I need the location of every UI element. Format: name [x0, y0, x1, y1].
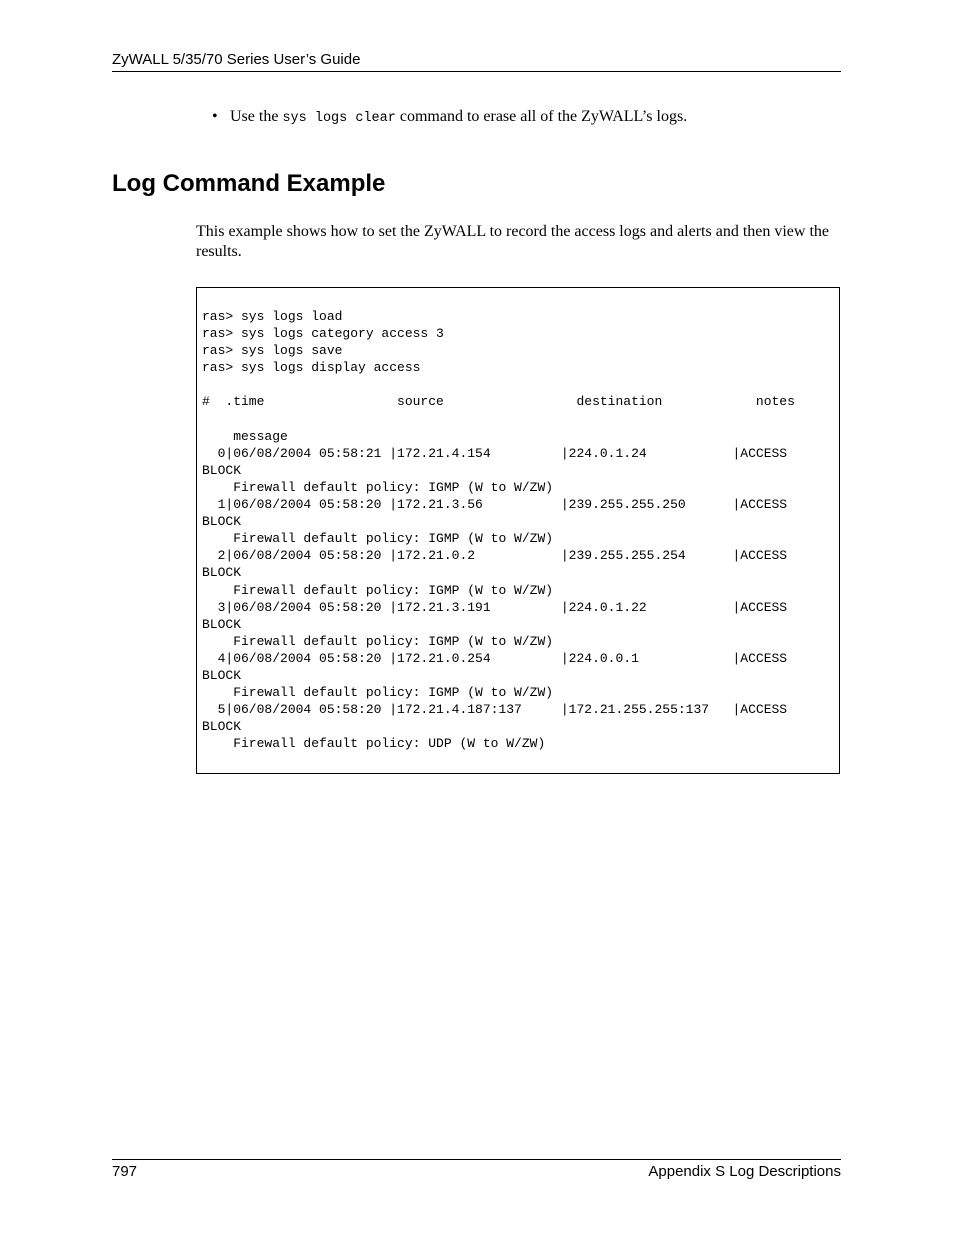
- code-line: ras> sys logs display access: [202, 360, 421, 376]
- code-line: # .time source destination notes: [202, 394, 795, 410]
- code-line: Firewall default policy: IGMP (W to W/ZW): [202, 633, 554, 649]
- code-line: Firewall default policy: IGMP (W to W/ZW): [202, 531, 554, 547]
- code-line: 1|06/08/2004 05:58:20 |172.21.3.56 |239.255.255.250 |ACCESS: [202, 497, 788, 513]
- code-example-box: [196, 287, 840, 774]
- code-line: BLOCK: [202, 565, 242, 581]
- inline-command: sys logs clear: [282, 111, 396, 126]
- code-line: 0|06/08/2004 05:58:21 |172.21.4.154 |224.0.1.24 |ACCESS: [202, 445, 788, 461]
- running-footer: [112, 1159, 841, 1181]
- code-line: BLOCK: [202, 719, 242, 735]
- bullet-suffix: command to erase all of the ZyWALL’s logs.: [395, 108, 688, 125]
- code-line: 2|06/08/2004 05:58:20 |172.21.0.2 |239.255.255.254 |ACCESS: [202, 548, 788, 564]
- bullet-item: [212, 106, 687, 130]
- code-line: ras> sys logs category access 3: [202, 326, 444, 342]
- code-line: BLOCK: [202, 667, 242, 683]
- code-line: ras> sys logs load: [202, 309, 343, 324]
- code-line: Firewall default policy: IGMP (W to W/ZW): [202, 685, 554, 701]
- code-line: message: [202, 428, 288, 444]
- section-title: Log Command Example: [112, 170, 386, 197]
- code-line: Firewall default policy: IGMP (W to W/ZW): [202, 582, 554, 598]
- intro-paragraph: This example shows how to set the ZyWALL to record the access logs and alerts and then view the results.: [196, 223, 830, 260]
- code-line: BLOCK: [202, 462, 242, 478]
- page-number: 797: [112, 1163, 138, 1180]
- code-example-text: [197, 288, 839, 752]
- code-line: Firewall default policy: IGMP (W to W/ZW): [202, 479, 554, 495]
- bullet-prefix: Use the: [230, 108, 283, 125]
- code-line: ras> sys logs save: [202, 343, 343, 359]
- code-line: 4|06/08/2004 05:58:20 |172.21.0.254 |224.0.0.1 |ACCESS: [202, 650, 788, 666]
- code-line: BLOCK: [202, 514, 242, 530]
- code-line: BLOCK: [202, 616, 242, 632]
- footer-section: Appendix S Log Descriptions: [648, 1163, 841, 1180]
- running-header: [112, 51, 841, 72]
- code-line: Firewall default policy: UDP (W to W/ZW): [202, 736, 546, 752]
- code-line: 5|06/08/2004 05:58:20 |172.21.4.187:137 |172.21.255.255:137 |ACCESS: [202, 702, 788, 718]
- guide-title: ZyWALL 5/35/70 Series User’s Guide: [112, 51, 361, 68]
- code-line: 3|06/08/2004 05:58:20 |172.21.3.191 |224.0.1.22 |ACCESS: [202, 599, 788, 615]
- bullet-marker: •: [212, 108, 218, 125]
